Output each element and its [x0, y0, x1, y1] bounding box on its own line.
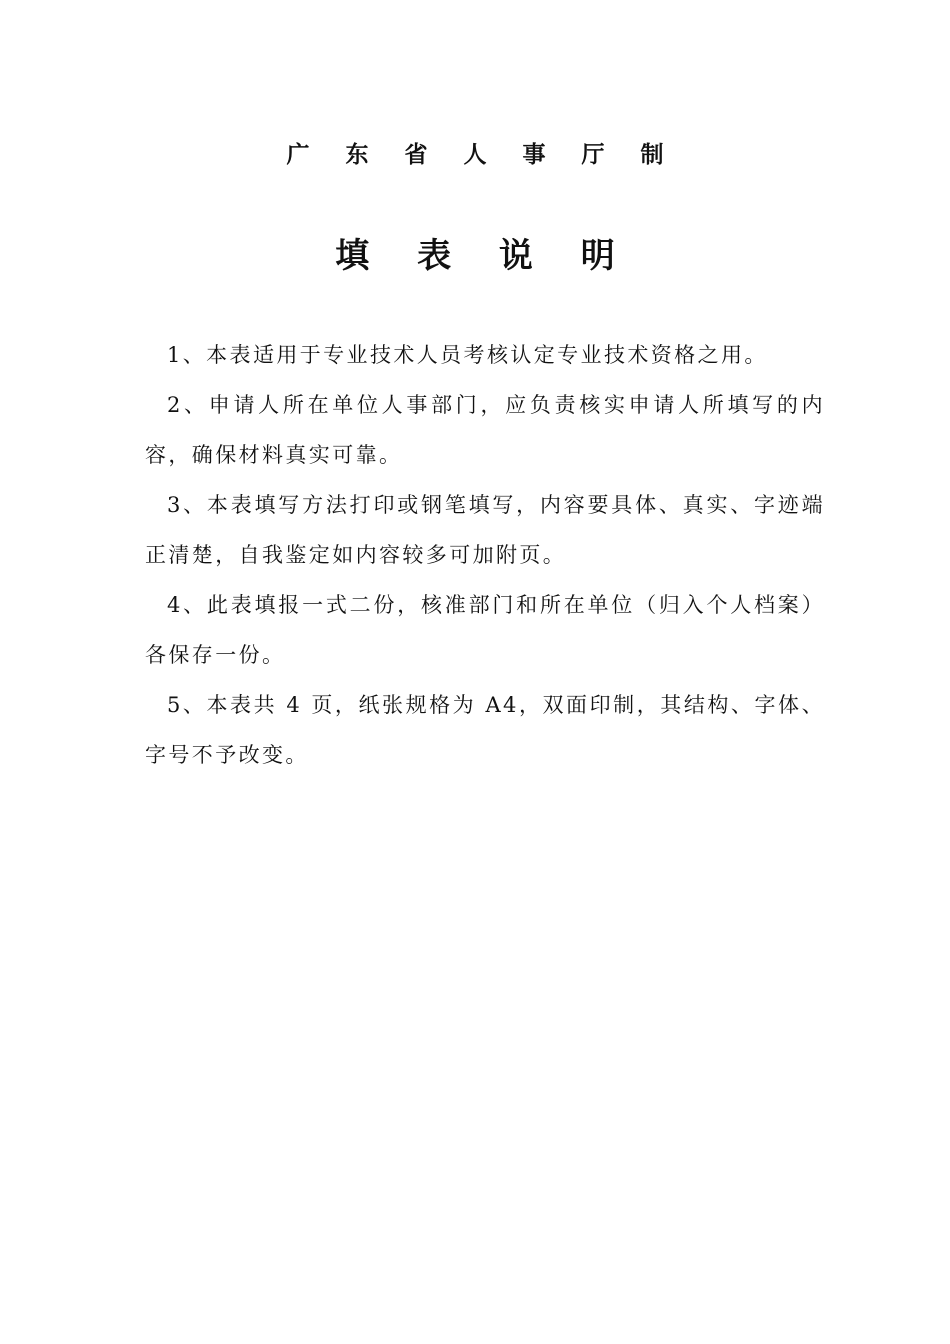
- page-title: 填 表 说 明: [335, 236, 633, 276]
- instruction-item: [145, 480, 825, 580]
- instruction-text: 4、此表填报一式二份，核准部门和所在单位（归入个人档案）各保存一份。: [145, 593, 825, 667]
- instruction-text: 1、本表适用于专业技术人员考核认定专业技术资格之用。: [167, 343, 768, 367]
- instruction-item: [145, 330, 825, 380]
- instruction-list: [145, 330, 825, 780]
- instruction-text: 5、本表共 4 页，纸张规格为 A4，双面印制，其结构、字体、字号不予改变。: [145, 693, 825, 767]
- instruction-item: [145, 680, 825, 780]
- instruction-text: 2、申请人所在单位人事部门，应负责核实申请人所填写的内容，确保材料真实可靠。: [145, 393, 825, 467]
- instruction-text: 3、本表填写方法打印或钢笔填写，内容要具体、真实、字迹端正清楚，自我鉴定如内容较多可加附页。: [145, 493, 825, 567]
- instruction-item: [145, 380, 825, 480]
- instruction-item: [145, 580, 825, 680]
- issuer-line: 广 东 省 人 事 厅 制: [286, 142, 678, 168]
